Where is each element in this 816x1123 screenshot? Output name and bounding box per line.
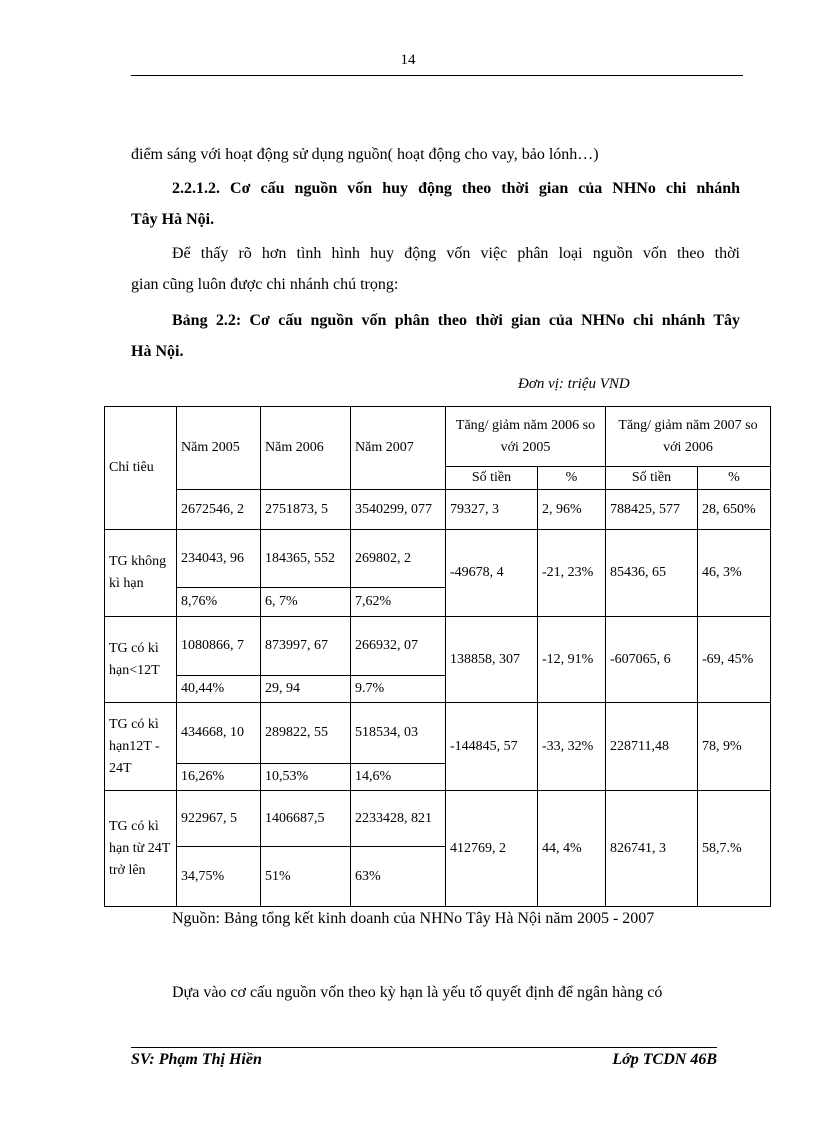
intro-line-1: Để thấy rõ hơn tình hình huy động vốn việc phân loại nguồn vốn theo thời xyxy=(172,245,740,262)
table-row-total xyxy=(105,490,771,530)
cell-2007: 2233428, 821 xyxy=(351,791,446,847)
total-change-2007-pct: 28, 650% xyxy=(698,490,771,530)
header-amount-2006: Số tiền xyxy=(446,467,538,490)
closing-line: Dựa vào cơ cấu nguồn vốn theo kỳ hạn là yếu tố quyết định để ngân hàng có xyxy=(172,984,663,1001)
cell-share-2006: 10,53% xyxy=(261,764,351,791)
header-chi-tieu: Chỉ tiêu xyxy=(105,407,177,530)
cell-2007: 266932, 07 xyxy=(351,617,446,676)
cell-change-2007-pct: 58,7.% xyxy=(698,791,771,907)
total-2006: 2751873, 5 xyxy=(261,490,351,530)
header-change-2006: Tăng/ giảm năm 2006 so với 2005 xyxy=(446,407,606,467)
capital-structure-table xyxy=(104,406,771,907)
unit-label: Đơn vị: triệu VND xyxy=(518,376,630,392)
row-label: TG có kì hạn từ 24T trở lên xyxy=(105,791,177,907)
cell-share-2007: 9.7% xyxy=(351,676,446,703)
cell-2006: 184365, 552 xyxy=(261,530,351,588)
cell-2006: 1406687,5 xyxy=(261,791,351,847)
cell-2005: 922967, 5 xyxy=(177,791,261,847)
cell-2006: 873997, 67 xyxy=(261,617,351,676)
table-caption-line-2: Hà Nội. xyxy=(131,343,184,360)
cell-change-2007-pct: -69, 45% xyxy=(698,617,771,703)
total-change-2006-amount: 79327, 3 xyxy=(446,490,538,530)
table-row xyxy=(105,530,771,588)
cell-share-2006: 29, 94 xyxy=(261,676,351,703)
cell-change-2006-pct: -33, 32% xyxy=(538,703,606,791)
cell-2007: 269802, 2 xyxy=(351,530,446,588)
cell-share-2007: 7,62% xyxy=(351,588,446,617)
cell-change-2007-amount: 228711,48 xyxy=(606,703,698,791)
cell-share-2005: 8,76% xyxy=(177,588,261,617)
cell-share-2007: 14,6% xyxy=(351,764,446,791)
cell-share-2005: 16,26% xyxy=(177,764,261,791)
cell-change-2006-amount: 138858, 307 xyxy=(446,617,538,703)
header-amount-2007: Số tiền xyxy=(606,467,698,490)
cell-change-2006-amount: 412769, 2 xyxy=(446,791,538,907)
cell-2005: 1080866, 7 xyxy=(177,617,261,676)
total-change-2006-pct: 2, 96% xyxy=(538,490,606,530)
header-pct-2007: % xyxy=(698,467,771,490)
section-heading-line-2: Tây Hà Nội. xyxy=(131,211,215,228)
section-heading-line-1: 2.2.1.2. Cơ cấu nguồn vốn huy động theo thời gian của NHNo chi nhánh xyxy=(172,180,740,197)
body-line-1: điểm sáng với hoạt động sử dụng nguồn( hoạt động cho vay, bảo lónh…) xyxy=(131,146,599,163)
cell-change-2006-pct: -12, 91% xyxy=(538,617,606,703)
table-source: Nguồn: Bảng tổng kết kinh doanh của NHNo Tây Hà Nội năm 2005 - 2007 xyxy=(172,910,655,927)
cell-change-2007-amount: 85436, 65 xyxy=(606,530,698,617)
cell-change-2007-pct: 78, 9% xyxy=(698,703,771,791)
cell-share-2006: 51% xyxy=(261,847,351,907)
cell-share-2006: 6, 7% xyxy=(261,588,351,617)
total-change-2007-amount: 788425, 577 xyxy=(606,490,698,530)
header-rule xyxy=(131,75,743,76)
footer-student-name: SV: Phạm Thị Hiền xyxy=(131,1051,262,1068)
page-number: 14 xyxy=(400,52,416,68)
cell-share-2005: 40,44% xyxy=(177,676,261,703)
cell-change-2007-pct: 46, 3% xyxy=(698,530,771,617)
row-label: TG có kì hạn12T - 24T xyxy=(105,703,177,791)
cell-change-2006-pct: -21, 23% xyxy=(538,530,606,617)
intro-line-2: gian cũng luôn được chi nhánh chú trọng: xyxy=(131,276,399,293)
cell-2005: 234043, 96 xyxy=(177,530,261,588)
footer-rule xyxy=(131,1047,717,1048)
cell-change-2007-amount: 826741, 3 xyxy=(606,791,698,907)
table-caption-line-1: Bảng 2.2: Cơ cấu nguồn vốn phân theo thời gian của NHNo chi nhánh Tây xyxy=(172,312,740,329)
header-year-2005: Năm 2005 xyxy=(177,407,261,490)
row-label: TG không kì hạn xyxy=(105,530,177,617)
total-2005: 2672546, 2 xyxy=(177,490,261,530)
cell-change-2006-pct: 44, 4% xyxy=(538,791,606,907)
table-row xyxy=(105,617,771,676)
cell-change-2006-amount: -49678, 4 xyxy=(446,530,538,617)
cell-2005: 434668, 10 xyxy=(177,703,261,764)
row-label: TG có kì hạn<12T xyxy=(105,617,177,703)
footer-class: Lớp TCDN 46B xyxy=(612,1051,717,1068)
cell-2006: 289822, 55 xyxy=(261,703,351,764)
header-year-2007: Năm 2007 xyxy=(351,407,446,490)
table-row xyxy=(105,703,771,764)
cell-change-2007-amount: -607065, 6 xyxy=(606,617,698,703)
header-pct-2006: % xyxy=(538,467,606,490)
header-change-2007: Tăng/ giảm năm 2007 so với 2006 xyxy=(606,407,771,467)
total-2007: 3540299, 077 xyxy=(351,490,446,530)
table-row xyxy=(105,791,771,847)
cell-share-2007: 63% xyxy=(351,847,446,907)
header-year-2006: Năm 2006 xyxy=(261,407,351,490)
cell-share-2005: 34,75% xyxy=(177,847,261,907)
cell-2007: 518534, 03 xyxy=(351,703,446,764)
cell-change-2006-amount: -144845, 57 xyxy=(446,703,538,791)
